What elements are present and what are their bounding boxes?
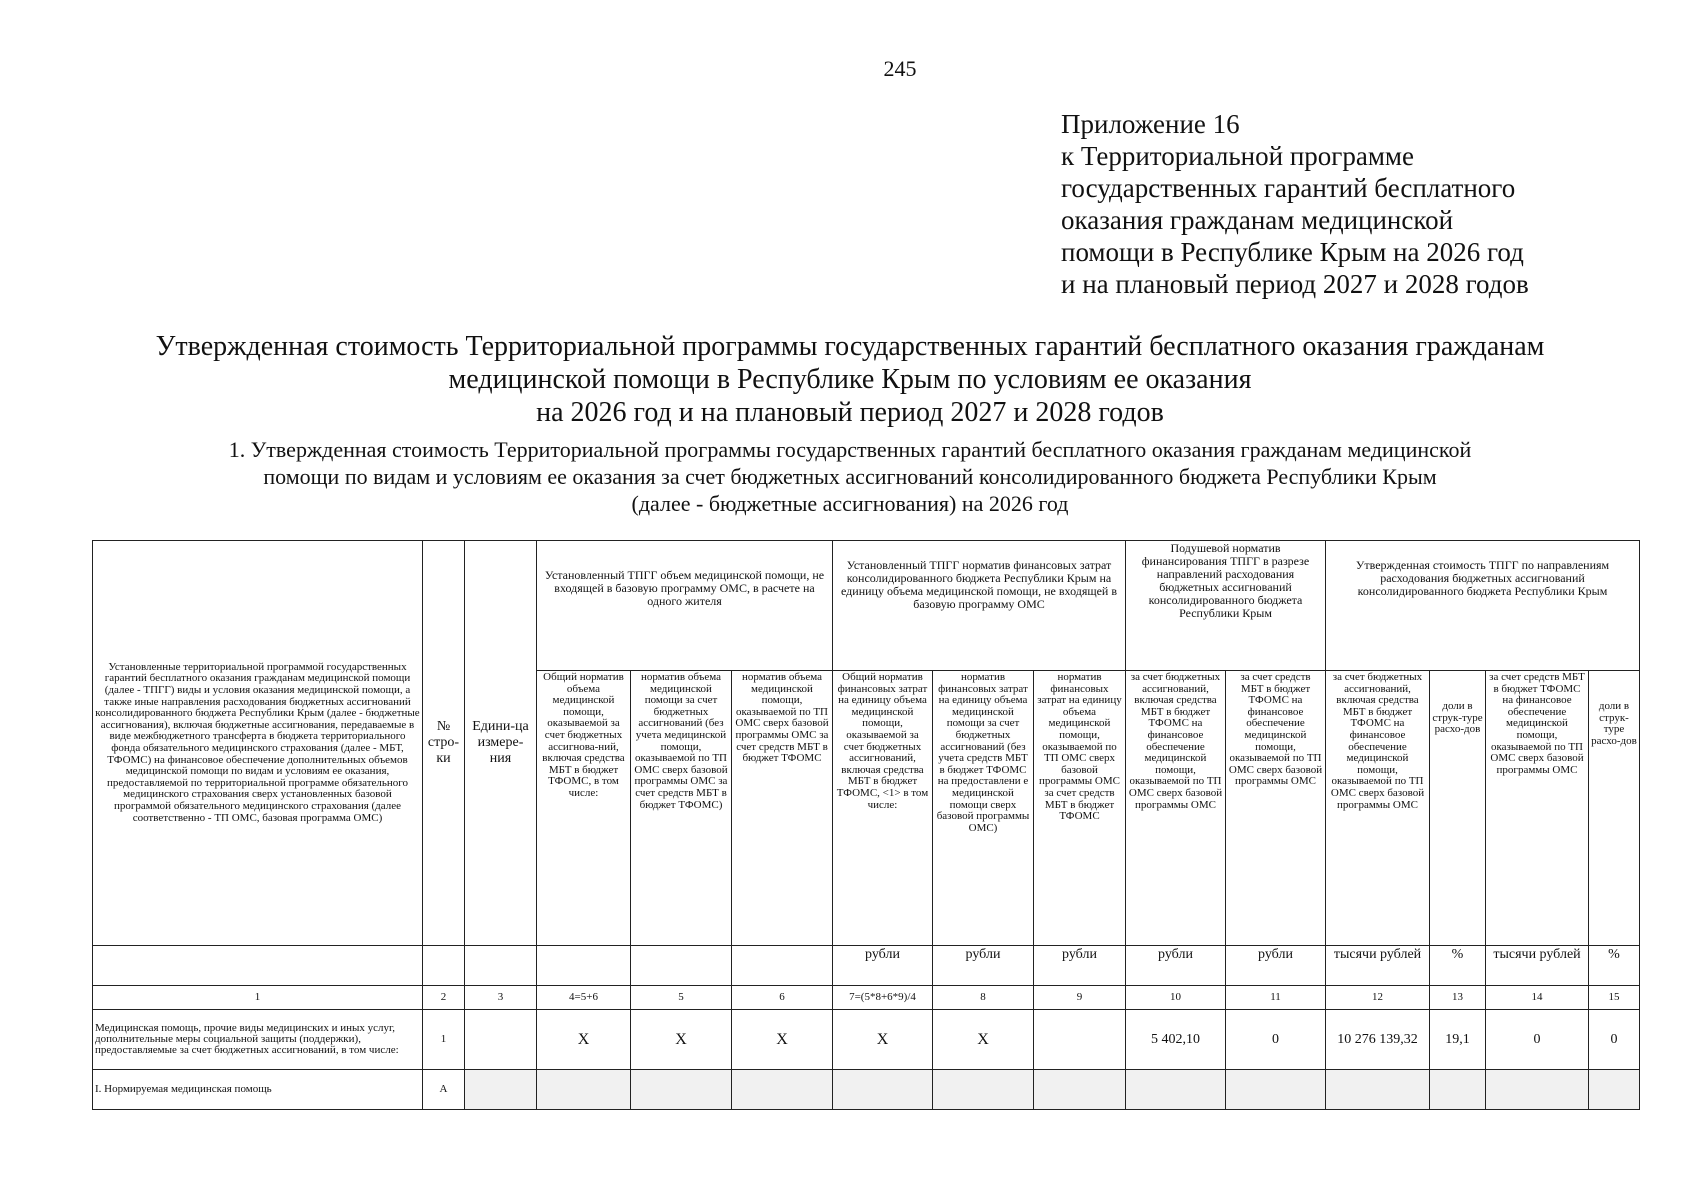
appendix-line: помощи в Республике Крым на 2026 год <box>1061 237 1524 267</box>
value-cell: 0 <box>1226 1010 1326 1070</box>
header-cell-row-number: № стро-ки <box>423 541 465 946</box>
unit-cell: рубли <box>933 946 1034 986</box>
row-unit-cell <box>465 1010 537 1070</box>
unit-cell <box>93 946 423 986</box>
column-number-row <box>93 986 1640 1010</box>
header-cell-c8: норматив финансовых затрат на единицу объема медицинской помощи за счет бюджетных ассигнований (без учета средств МБТ в бюджет ТФОМС на предоставлени е медицинской помощи сверх базовой программы ОМС) <box>933 671 1034 946</box>
empty-cell <box>1126 1070 1226 1110</box>
document-title <box>90 330 1610 429</box>
unit-cell: рубли <box>1126 946 1226 986</box>
unit-cell: рубли <box>1034 946 1126 986</box>
unit-cell <box>423 946 465 986</box>
empty-cell <box>1430 1070 1486 1110</box>
value-cell: Х <box>537 1010 631 1070</box>
column-number-cell: 4=5+6 <box>537 986 631 1010</box>
column-number-cell: 14 <box>1486 986 1589 1010</box>
header-group-volume: Установленный ТПГГ объем медицинской помощи, не входящей в базовую программу ОМС, в расчете на одного жителя <box>537 541 833 671</box>
column-number-cell: 10 <box>1126 986 1226 1010</box>
value-cell: 19,1 <box>1430 1010 1486 1070</box>
empty-cell <box>537 1070 631 1110</box>
header-cell-c7: Общий норматив финансовых затрат на единицу объема медицинской помощи, оказываемой за счет бюджетных ассигнований, включая средства МБТ в бюджет ТФОМС, <1> в том числе: <box>833 671 933 946</box>
value-cell: Х <box>933 1010 1034 1070</box>
column-number-cell: 6 <box>732 986 833 1010</box>
appendix-line: к Территориальной программе <box>1061 141 1414 171</box>
section-line: (далее - бюджетные ассигнования) на 2026 год <box>631 491 1069 516</box>
header-cell-c4: Общий норматив объема медицинской помощи, оказываемой за счет бюджетных ассигнова-ний, включая средства МБТ в бюджет ТФОМС, в том числе: <box>537 671 631 946</box>
column-number-cell: 8 <box>933 986 1034 1010</box>
value-cell: Х <box>631 1010 732 1070</box>
value-cell: 0 <box>1486 1010 1589 1070</box>
header-row-groups <box>93 541 1640 671</box>
empty-cell <box>1326 1070 1430 1110</box>
unit-cell <box>537 946 631 986</box>
empty-cell <box>1486 1070 1589 1110</box>
header-cell-description: Установленные территориальной программой государственных гарантий бесплатного оказания гражданам медицинской помощи (далее - ТПГГ) виды и условия оказания медицинской помощи, а также иные направления расходования бюджетных ассигнований консолидированного бюджета Республики Крым (далее - бюджетные ассигнования), включая бюджетные ассигнования, передаваемые в виде межбюджетного трансферта в бюджета территориального фонда обязательного медицинского страхования (далее - МБТ, ТФОМС) на финансовое обеспечение дополнительных объемов медицинской помощи по видам и условиям ее оказания, предоставляемой по территориальной программе обязательного медицинского страхования сверх установленных базовой программой обязательного медицинского страхования (далее соответственно - ТП ОМС, базовая программа ОМС) <box>93 541 423 946</box>
column-number-cell: 7=(5*8+6*9)/4 <box>833 986 933 1010</box>
column-number-cell: 15 <box>1589 986 1640 1010</box>
cost-table-wrapper <box>92 540 1640 1110</box>
unit-cell: рубли <box>1226 946 1326 986</box>
header-cell-c5: норматив объема медицинской помощи за счет бюджетных ассигнований (без учета медицинской помощи, оказываемой по ТП ОМС сверх базовой программы ОМС за счет средств МБТ в бюджет ТФОМС) <box>631 671 732 946</box>
header-cell-c6: норматив объема медицинской помощи, оказываемой по ТП ОМС сверх базовой программы ОМС за счет средств МБТ в бюджет ТФОМС <box>732 671 833 946</box>
header-group-percapita: Подушевой норматив финансирования ТПГГ в разрезе направлений расходования бюджетных ассигнований консолидированного бюджета Республики Крым <box>1126 541 1326 671</box>
empty-cell <box>1589 1070 1640 1110</box>
table-row <box>93 1010 1640 1070</box>
value-cell: 0 <box>1589 1010 1640 1070</box>
title-line: медицинской помощи в Республике Крым по условиям ее оказания <box>448 364 1252 395</box>
value-cell: 10 276 139,32 <box>1326 1010 1430 1070</box>
unit-cell <box>732 946 833 986</box>
header-cell-c14: за счет средств МБТ в бюджет ТФОМС на финансовое обеспечение медицинской помощи, оказываемой по ТП ОМС сверх базовой программы ОМС <box>1486 671 1589 946</box>
column-number-cell: 1 <box>93 986 423 1010</box>
unit-cell: тысячи рублей <box>1486 946 1589 986</box>
header-cell-c12: за счет бюджетных ассигнований, включая средства МБТ в бюджет ТФОМС на финансовое обеспечение медицинской помощи, оказываемой по ТП ОМС сверх базовой программы ОМС <box>1326 671 1430 946</box>
row-number-cell: А <box>423 1070 465 1110</box>
section-line: помощи по видам и условиям ее оказания за счет бюджетных ассигнований консолидированного бюджета Республики Крым <box>263 464 1437 489</box>
column-number-cell: 13 <box>1430 986 1486 1010</box>
appendix-line: государственных гарантий бесплатного <box>1061 173 1516 203</box>
empty-cell <box>465 1070 537 1110</box>
units-row <box>93 946 1640 986</box>
section-line: 1. Утвержденная стоимость Территориальной программы государственных гарантий бесплатного оказания гражданам медицинской <box>228 437 1472 462</box>
row-name-cell: I. Нормируемая медицинская помощь <box>93 1070 423 1110</box>
value-cell: Х <box>833 1010 933 1070</box>
value-cell: Х <box>732 1010 833 1070</box>
column-number-cell: 9 <box>1034 986 1126 1010</box>
empty-cell <box>933 1070 1034 1110</box>
section-heading <box>90 436 1610 517</box>
row-name-cell: Медицинская помощь, прочие виды медицинских и иных услуг, дополнительные меры социальной защиты (поддержки), предоставляемые за счет бюджетных ассигнований, в том числе: <box>93 1010 423 1070</box>
header-cell-c10: за счет бюджетных ассигнований, включая средства МБТ в бюджет ТФОМС на финансовое обеспечение медицинской помощи, оказываемой по ТП ОМС сверх базовой программы ОМС <box>1126 671 1226 946</box>
column-number-cell: 5 <box>631 986 732 1010</box>
appendix-block <box>1061 108 1529 300</box>
value-cell <box>1034 1010 1126 1070</box>
empty-cell <box>732 1070 833 1110</box>
unit-cell <box>631 946 732 986</box>
title-line: на 2026 год и на плановый период 2027 и 2028 годов <box>536 397 1164 428</box>
header-cell-c11: за счет средств МБТ в бюджет ТФОМС на финансовое обеспечение медицинской помощи, оказываемой по ТП ОМС сверх базовой программы ОМС <box>1226 671 1326 946</box>
column-number-cell: 12 <box>1326 986 1430 1010</box>
header-group-approved: Утвержденная стоимость ТПГГ по направлениям расходования бюджетных ассигнований консолидированного бюджета Республики Крым <box>1326 541 1640 671</box>
header-cell-c13: доли в струк-туре расхо-дов <box>1430 671 1486 946</box>
page-number: 245 <box>883 56 917 81</box>
column-number-cell: 2 <box>423 986 465 1010</box>
appendix-line: оказания гражданам медицинской <box>1061 205 1454 235</box>
header-cell-unit: Едини-ца измере-ния <box>465 541 537 946</box>
header-cell-c9: норматив финансовых затрат на единицу объема медицинской помощи, оказываемой по ТП ОМС сверх базовой программы ОМС за счет средств МБТ в бюджет ТФОМС <box>1034 671 1126 946</box>
unit-cell: рубли <box>833 946 933 986</box>
title-line: Утвержденная стоимость Территориальной программы государственных гарантий бесплатного оказания гражданам <box>155 331 1545 362</box>
cost-table <box>92 540 1640 1110</box>
empty-cell <box>631 1070 732 1110</box>
value-cell: 5 402,10 <box>1126 1010 1226 1070</box>
row-number-cell: 1 <box>423 1010 465 1070</box>
appendix-line: и на плановый период 2027 и 2028 годов <box>1061 269 1529 299</box>
unit-cell: тысячи рублей <box>1326 946 1430 986</box>
table-row <box>93 1070 1640 1110</box>
header-group-costs: Установленный ТПГГ норматив финансовых затрат консолидированного бюджета Республики Крым на единицу объема медицинской помощи, не входящей в базовую программу ОМС <box>833 541 1126 671</box>
unit-cell: % <box>1430 946 1486 986</box>
header-cell-c15: доли в струк-туре расхо-дов <box>1589 671 1640 946</box>
appendix-line: Приложение 16 <box>1061 109 1240 139</box>
empty-cell <box>1034 1070 1126 1110</box>
column-number-cell: 3 <box>465 986 537 1010</box>
unit-cell: % <box>1589 946 1640 986</box>
column-number-cell: 11 <box>1226 986 1326 1010</box>
empty-cell <box>1226 1070 1326 1110</box>
unit-cell <box>465 946 537 986</box>
empty-cell <box>833 1070 933 1110</box>
